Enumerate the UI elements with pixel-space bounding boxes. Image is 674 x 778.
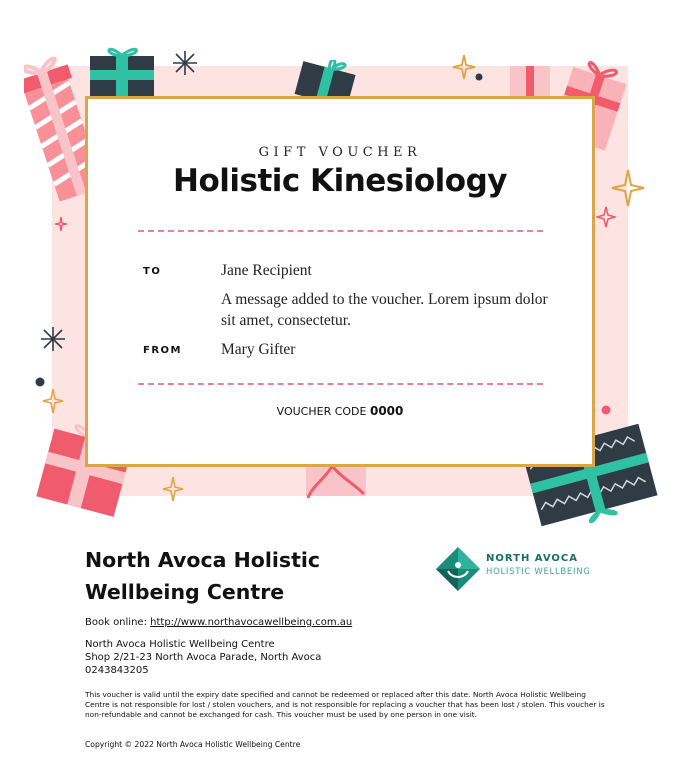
snowflake-icon [40,326,66,352]
voucher-message: A message added to the voucher. Lorem ipsum dolor sit amet, consectetur. [221,291,548,329]
sparkle-icon [596,206,616,228]
sparkle-icon [42,388,64,414]
sparkle-icon [610,168,646,208]
book-online [85,617,352,628]
divider [138,383,543,385]
from-value: Mary Gifter [221,341,296,358]
sparkle-icon [452,54,476,80]
to-value: Jane Recipient [221,262,312,279]
sparkle-icon [54,216,68,232]
dot-decoration [474,72,484,82]
business-name: North Avoca Holistic Wellbeing Centre [85,548,321,604]
sparkle-icon [162,476,184,502]
address-line1: North Avoca Holistic Wellbeing Centre [85,639,275,650]
logo-line1: NORTH AVOCA [486,553,578,564]
copyright: Copyright © 2022 North Avoca Holistic Wellbeing Centre [85,740,301,749]
from-label: FROM [143,345,182,356]
divider [138,230,543,232]
gift-box-decoration-top-left [24,40,94,210]
logo-line2: HOLISTIC WELLBEING [486,567,591,577]
dot-decoration [600,404,612,416]
voucher-card [85,96,595,467]
voucher-code [88,404,592,418]
gift-box-decoration-bottom-center [302,464,372,504]
to-label: TO [143,266,162,277]
snowflake-icon [172,50,198,76]
book-online-link[interactable]: http://www.northavocawellbeing.com.au [150,617,353,628]
address-block [85,638,321,677]
voucher-code-value: 0000 [369,404,404,418]
voucher-title: Holistic Kinesiology [173,163,507,199]
book-online-label: Book online: [85,617,147,628]
business-logo [434,545,614,595]
phone-number: 0243843205 [85,665,149,676]
gift-box-decoration-top [88,42,158,100]
gift-box-decoration-top-center [292,60,362,100]
logo-diamond-icon [434,545,482,593]
terms-text: This voucher is valid until the expiry date specified and cannot be redeemed or replaced after this date. North Avoca Holistic Wellbeing Centre is not responsible for lost / stolen vouchers, and is not responsible for replacing a voucher that has been lost / stolen. This voucher is non-refundable and cannot be exchanged for cash. This voucher must be used by one person in one visit. [85,690,605,719]
voucher-eyebrow: GIFT VOUCHER [258,145,422,160]
address-line2: Shop 2/21-23 North Avoca Parade, North Avoca [85,652,322,663]
dot-decoration [34,376,46,388]
voucher-code-label: VOUCHER CODE [276,405,367,418]
